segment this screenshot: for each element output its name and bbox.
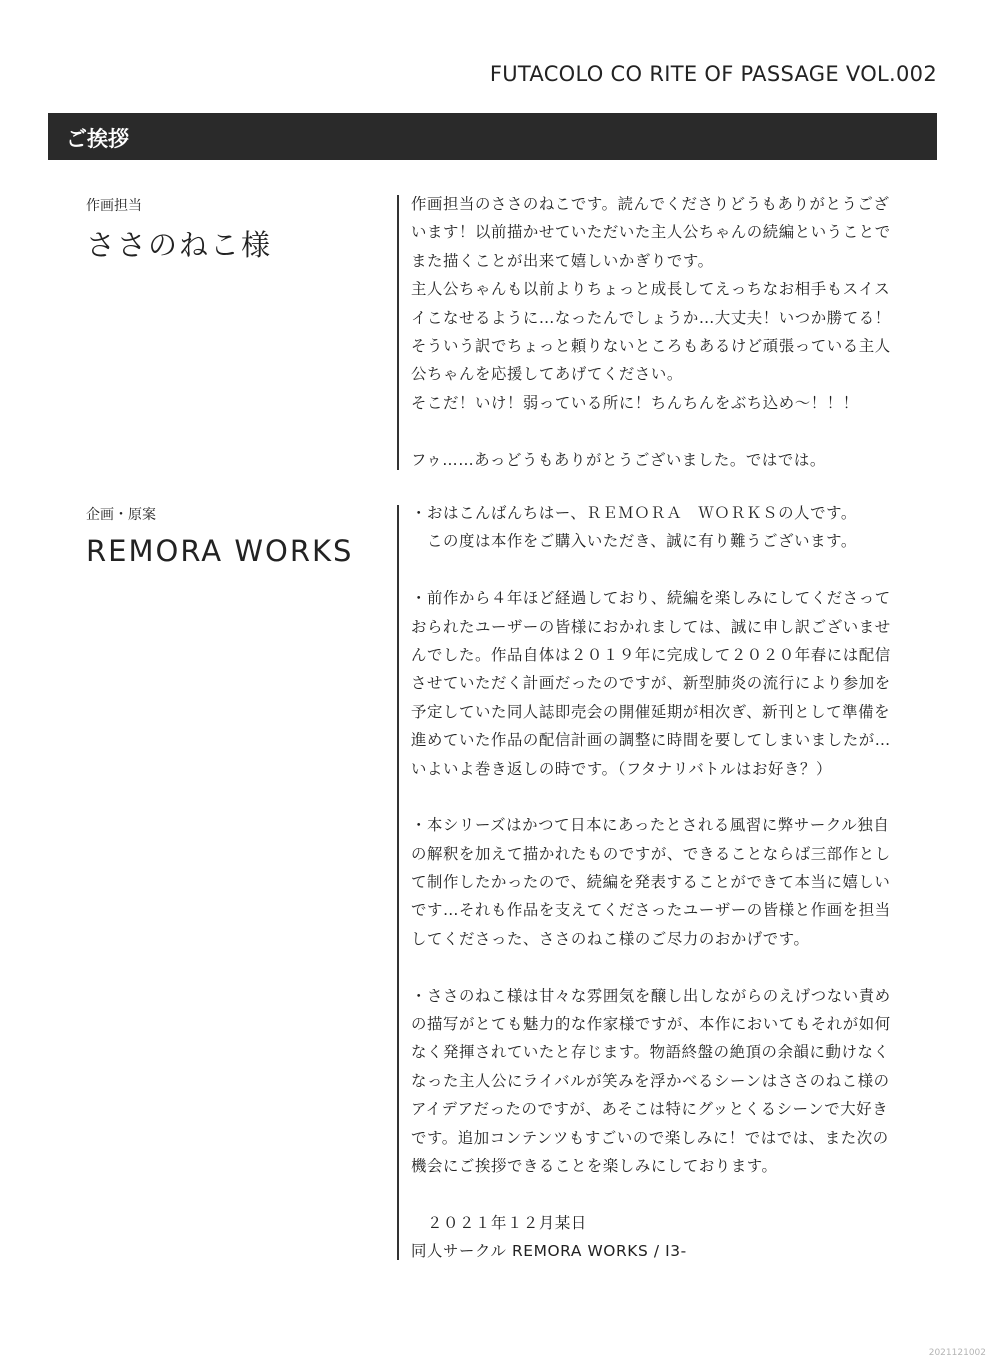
text-line: ２０２１年１２月某日: [411, 1213, 587, 1232]
text-line: の描写がとても魅力的な作家様ですが、本作においてもそれが如何: [411, 1015, 891, 1034]
text-line: イこなせるように…なったんでしょうか…大丈夫！いつか勝てる！: [411, 308, 891, 327]
artist-divider: [397, 195, 399, 470]
text-line: おられたユーザーの皆様におかれましては、誠に申し訳ございませ: [411, 617, 891, 636]
text-line: そこだ！いけ！弱っている所に！ちんちんをぶち込め～！！！: [411, 393, 859, 412]
paragraph-gap: [411, 556, 935, 584]
section-title: ご挨拶: [66, 126, 129, 151]
text-line: この度は本作をご購入いただき、誠に有り難うございます。: [411, 532, 857, 551]
text-line: 公ちゃんを応援してあげてください。: [411, 365, 683, 384]
text-line: 作画担当のささのねこです。読んでくださりどうもありがとうござ: [411, 195, 890, 213]
paragraph-gap: [411, 783, 935, 811]
text-line: してくださった、ささのねこ様のご尽力のおかげです。: [411, 929, 810, 948]
text-line: ・前作から４年ほど経過しており、続編を楽しみにしてくださって: [411, 589, 891, 608]
page-code: 2021121002: [928, 1348, 986, 1358]
text-line: アイデアだったのですが、あそこは特にグッとくるシーンで大好き: [411, 1100, 889, 1119]
planner-divider: [397, 505, 399, 1260]
text-line: です。追加コンテンツもすごいので楽しみに！ではでは、また次の: [411, 1128, 889, 1147]
text-line: また描くことが出来て嬉しいかぎりです。: [411, 251, 714, 270]
planner-role-label: 企画・原案: [86, 507, 156, 523]
header-title: FUTACOLO CO RITE OF PASSAGE VOL.002: [489, 62, 937, 86]
text-line: います！以前描かせていただいた主人公ちゃんの続編ということで: [411, 223, 891, 242]
text-line: そういう訳でちょっと頼りないところもあるけど頑張っている主人: [411, 336, 891, 355]
text-line: 主人公ちゃんも以前よりちょっと成長してえっちなお相手もスイス: [411, 280, 891, 299]
text-line: です…それも作品を支えてくださったユーザーの皆様と作画を担当: [411, 901, 891, 920]
planner-name: REMORA WORKS: [86, 534, 354, 568]
planner-message: [411, 499, 935, 1266]
text-line: 予定していた同人誌即売会の開催延期が相次ぎ、新刊として準備を: [411, 702, 891, 721]
paragraph-gap: [411, 953, 935, 981]
text-line: フゥ……あっどうもありがとうございました。ではでは。: [411, 450, 826, 469]
section-header-bar: [48, 113, 937, 160]
text-line: て制作したかったので、続編を発表することができて本当に嬉しい: [411, 873, 891, 892]
paragraph-gap: [411, 417, 935, 445]
text-line: の解釈を加えて描かれたものですが、できることならば三部作とし: [411, 844, 891, 863]
artist-name: ささのねこ様: [86, 228, 273, 262]
paragraph-gap: [411, 1180, 935, 1208]
text-line: ・おはこんばんちはー、ＲＥＭＯＲＡ ＷＯＲＫＳの人です。: [411, 504, 857, 522]
artist-role-label: 作画担当: [86, 198, 142, 214]
text-line: なく発揮されていたと存じます。物語終盤の絶頂の余韻に動けなく: [411, 1043, 890, 1062]
text-line: 機会にご挨拶できることを楽しみにしております。: [411, 1156, 778, 1175]
text-line: ・ささのねこ様は甘々な雰囲気を醸し出しながらのえげつない責め: [411, 986, 891, 1005]
artist-message: [411, 190, 935, 474]
text-line: ・本シリーズはかつて日本にあったとされる風習に弊サークル独自: [411, 816, 890, 835]
text-line: させていただく計画だったのですが、新型肺炎の流行により参加を: [411, 674, 891, 693]
text-line: いよいよ巻き返しの時です。（フタナリバトルはお好き？）: [411, 759, 832, 778]
text-line: なった主人公にライバルが笑みを浮かべるシーンはささのねこ様の: [411, 1071, 890, 1090]
text-line: 進めていた作品の配信計画の調整に時間を要してしまいましたが…: [411, 731, 891, 750]
text-line: んでした。作品自体は２０１９年に完成して２０２０年春には配信: [411, 645, 891, 664]
text-line: 同人サークル REMORA WORKS / I3-: [411, 1242, 687, 1261]
